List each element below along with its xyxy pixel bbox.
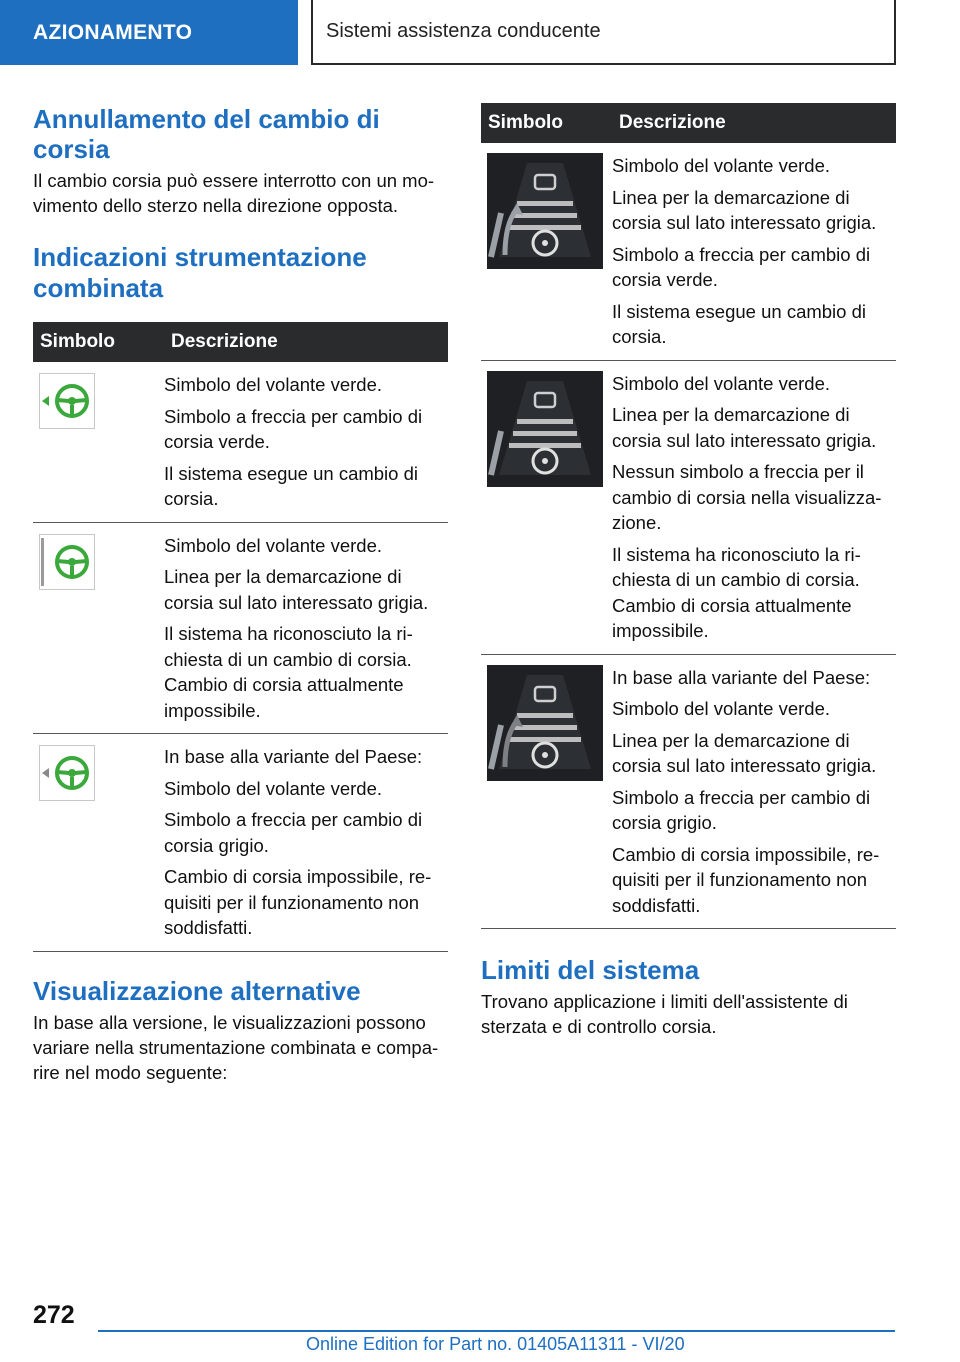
row3-line1: In base alla variante del Paese: [164,746,423,767]
r-row1-line1: Simbolo del volante verde. [612,155,831,176]
col-header-description: Descrizione [612,103,896,143]
r-row1-line2: Linea per la demarcazione di corsia sul lato interessato grigia. [612,186,877,233]
lane-change-display-grey-arrow-icon [487,665,603,781]
table-row [481,654,896,929]
steering-wheel-lane-line-icon [39,534,95,590]
r-row2-line1: Simbolo del volante verde. [612,372,831,394]
col-header-symbol: Simbolo [481,103,612,143]
r-row2-line2: Linea per la demarcazione di corsia sul lato interessato grigia. [612,404,877,451]
r-row3-line3: Linea per la demarcazione di corsia sul lato interessato grigia. [612,729,877,776]
col-header-symbol: Simbolo [33,322,164,362]
symbol-table-right [481,103,896,929]
row1-line2: Simbolo a freccia per cambio di corsia verde. [164,405,423,452]
table-row [33,522,448,734]
footer-rule [98,1330,895,1332]
r-row3-line2: Simbolo del volante verde. [612,698,831,719]
table-row [33,734,448,952]
table-row [481,360,896,654]
page-number: 272 [33,1301,75,1329]
row1-line1: Simbolo del volante verde. [164,374,383,395]
r-row1-line4: Il sistema esegue un cambio di corsia. [612,300,866,347]
r-row3-line1: In base alla variante del Paese: [612,666,871,688]
row3-line4: Cambio di corsia impossibile, requisiti per il funzionamento non soddisfatti. [164,866,432,938]
r-row3-line5: Cambio di corsia impossibile, requisiti per il funzionamento non soddisfatti. [612,843,880,916]
row2-line3: Il sistema ha riconosciuto la richiesta di un cambio di corsia. Cambio di corsia attualmente impossibile. [164,623,413,721]
heading-limiti: Limiti del sistema [481,955,700,985]
footer-edition: Online Edition for Part no. 01405A11311 - VI/20 [306,1334,685,1354]
paragraph-annullamento: Il cambio corsia può essere interrotto con un movimento dello sterzo nella direzione opposta. [33,170,435,216]
paragraph-visualizzazione: In base alla versione, le visualizzazioni possono variare nella strumentazione combinata e comparire nel modo seguente: [33,1011,439,1083]
lane-change-display-green-arrow-icon [487,153,603,269]
paragraph-limiti: Trovano applicazione i limiti dell'assistente di sterzata e di controllo corsia. [481,991,848,1037]
heading-annullamento: Annullamento del cambio di corsia [33,104,380,164]
r-row2-line3: Nessun simbolo a freccia per il cambio di corsia nella visualizzazione. [612,461,882,533]
r-row3-line4: Simbolo a freccia per cambio di corsia grigio. [612,786,871,833]
row3-line3: Simbolo a freccia per cambio di corsia grigio. [164,809,423,856]
header-section-tab: AZIONAMENTO [0,0,298,65]
header-chapter-title: Sistemi assistenza conducente [311,0,896,65]
table-row [33,362,448,522]
row1-line3: Il sistema esegue un cambio di corsia. [164,462,418,509]
heading-indicazioni: Indicazioni strumentazione combinata [33,242,367,303]
steering-wheel-arrow-icon [39,373,95,429]
row3-line2: Simbolo del volante verde. [164,777,383,799]
table-row [481,143,896,360]
col-header-description: Descrizione [164,322,448,362]
steering-wheel-grey-arrow-icon [39,745,95,801]
row2-line1: Simbolo del volante verde. [164,534,383,556]
r-row2-line4: Il sistema ha riconosciuto la richiesta di un cambio di corsia. Cambio di corsia attualmente impossibile. [612,543,861,641]
lane-change-display-no-arrow-icon [487,371,603,487]
right-column [481,103,896,1039]
heading-visualizzazione: Visualizzazione alternative [33,975,361,1006]
left-column [33,100,448,1085]
row2-line2: Linea per la demarcazione di corsia sul lato interessato grigia. [164,566,429,613]
r-row1-line3: Simbolo a freccia per cambio di corsia verde. [612,243,871,290]
symbol-table-left [33,322,448,952]
